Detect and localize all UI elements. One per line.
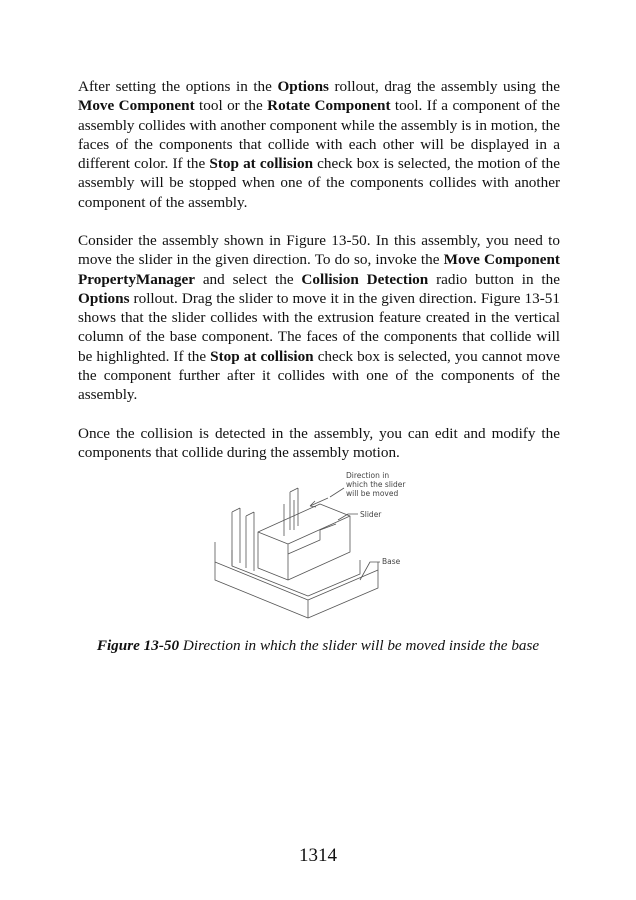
text-run: Once the collision is detected in the assembly, you can edit and modify the components that collide during the assembly motion.: [78, 425, 560, 462]
slider-step: [288, 524, 336, 554]
text-run: tool. If a component of the assembly collides with another component while the assembly is in motion, the faces of the components that collide with each other will be displayed in a different color. If the: [78, 97, 560, 173]
figure-caption: [0, 637, 636, 655]
text-run: rollout, drag the assembly using the: [328, 78, 561, 95]
text-run: rollout. Drag the slider to move it in the given direction. Figure 13-51 shows that the slider collides with the extrusion feature created in the vertical column of the base component. The faces of the components that collide will be highlighted. If the: [78, 289, 560, 365]
paragraph-edit-components: [78, 424, 560, 463]
leader-base: [360, 562, 380, 580]
base-channel: [232, 550, 360, 596]
bold-term: Options: [277, 78, 329, 95]
bold-term: Rotate Component: [267, 97, 391, 115]
text-run: tool or the: [194, 97, 268, 115]
base-top-outline: [215, 542, 378, 618]
figure-caption-label: Figure 13-50: [96, 637, 180, 654]
left-column: [232, 508, 240, 566]
text-run: check box is selected, you cannot move the component further after it collides with one of the components of the assembly.: [78, 347, 560, 404]
left-column-2: [246, 512, 254, 571]
paragraph-collision-motion: [78, 77, 560, 212]
leader-direction: [330, 488, 344, 497]
bold-term: Collision Detection: [301, 270, 429, 288]
bold-term: Stop at collision: [209, 155, 314, 173]
slider-block: [258, 504, 350, 580]
paragraph-slider-example: [78, 231, 560, 405]
figure-13-50-assembly-drawing: [210, 470, 435, 630]
bold-term: Stop at collision: [210, 347, 314, 365]
callout-slider: Slider: [360, 510, 382, 519]
callout-base: Base: [382, 557, 401, 566]
assembly-illustration: [210, 470, 435, 630]
callout-direction-line1: Direction in: [346, 471, 390, 480]
text-run: and select the: [194, 270, 302, 288]
callout-direction-line3: will be moved: [346, 489, 399, 498]
bold-term: Options: [78, 289, 130, 307]
text-run: After setting the options in the: [78, 78, 278, 95]
callout-direction-line2: which the slider: [346, 480, 406, 489]
direction-arrow: [310, 498, 328, 507]
bold-term: Move Component: [78, 97, 195, 115]
bold-term: Move Component PropertyManager: [78, 251, 560, 288]
text-run: check box is selected, the motion of the assembly will be stopped when one of the components collides with another component of the assembly.: [78, 155, 560, 211]
figure-caption-text: Direction in which the slider will be moved inside the base: [179, 637, 540, 654]
page-number: 1314: [299, 845, 337, 866]
text-run: radio button in the: [428, 270, 560, 288]
text-run: Consider the assembly shown in Figure 13-50. In this assembly, you need to move the slider in the given direction. To do so, invoke the: [78, 232, 560, 269]
